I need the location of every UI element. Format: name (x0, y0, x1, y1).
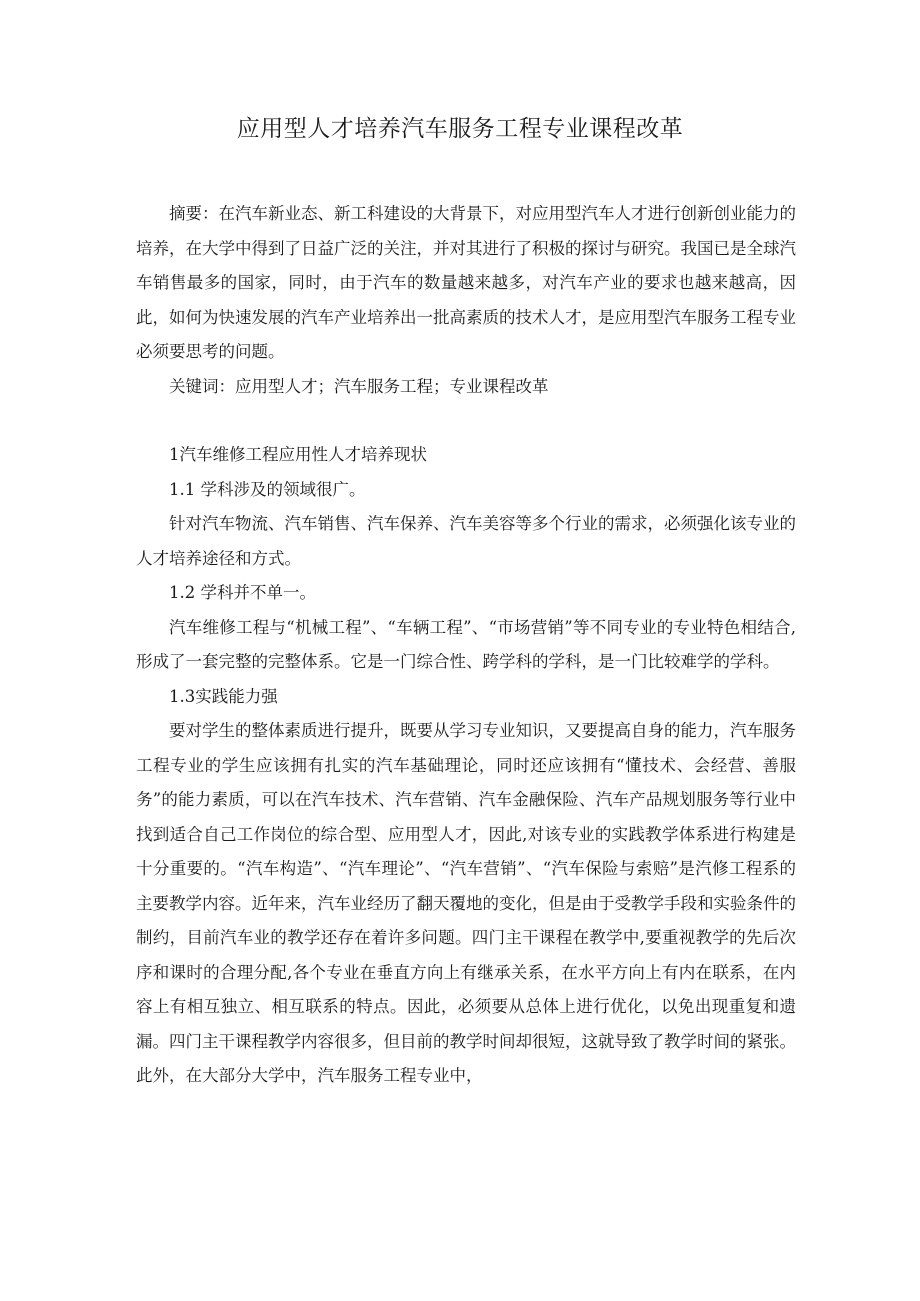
keywords-line: 关键词：应用型人才；汽车服务工程；专业课程改革 (169, 376, 549, 396)
subsection-1-3-heading: 1.3实践能力强 (169, 686, 278, 706)
section-spacer (136, 404, 796, 438)
subsection-1-3-text: 要对学生的整体素质进行提升，既要从学习专业知识，又要提高自身的能力，汽车服务工程专业的学生应该拥有扎实的汽车基础理论，同时还应该拥有“懂技术、会经营、善服务”的能力素质，可以在汽车技术、汽车营销、汽车金融保险、汽车产品规划服务等行业中找到适合自己工作岗位的综合型、应用型人才，因此,对该专业的实践教学体系进行构建是十分重要的。“汽车构造”、“汽车理论”、“汽车营销”、“汽车保险与索赔”是汽修工程系的主要教学内容。近年来，汽车业经历了翻天覆地的变化，但是由于受教学手段和实验条件的制约，目前汽车业的教学还存在着许多问题。四门主干课程在教学中,要重视教学的先后次序和课时的合理分配,各个专业在垂直方向上有继承关系，在水平方向上有内在联系，在内容上有相互独立、相互联系的特点。因此，必须要从总体上进行优化，以免出现重复和遗漏。四门主干课程教学内容很多，但目前的教学时间却很短，这就导致了教学时间的紧张。此外，在大部分大学中，汽车服务工程专业中， (136, 721, 796, 1085)
section-1-heading: 1汽车维修工程应用性人才培养现状 (169, 445, 427, 464)
subsection-1-2-text: 汽车维修工程与“机械工程”、“车辆工程”、“市场营销”等不同专业的专业特色相结合,形成了一套完整的完整体系。它是一门综合性、跨学科的学科，是一门比较难学的学科。 (136, 617, 796, 671)
document-title: 应用型人才培养汽车服务工程专业课程改革 (236, 116, 684, 142)
document-body (136, 197, 796, 1094)
subsection-1-1-text: 针对汽车物流、汽车销售、汽车保养、汽车美容等多个行业的需求，必须强化该专业的人才培养途径和方式。 (136, 514, 796, 568)
subsection-1-2-heading: 1.2 学科并不单一。 (169, 583, 316, 602)
subsection-1-1-heading: 1.1 学科涉及的领域很广。 (169, 479, 366, 499)
abstract-paragraph: 摘要：在汽车新业态、新工科建设的大背景下，对应用型汽车人才进行创新创业能力的培养，在大学中得到了日益广泛的关注，并对其进行了积极的探讨与研究。我国已是全球汽车销售最多的国家，同时，由于汽车的数量越来越多，对汽车产业的要求也越来越高，因此，如何为快速发展的汽车产业培养出一批高素质的技术人才，是应用型汽车服务工程专业必须要思考的问题。 (136, 204, 796, 361)
